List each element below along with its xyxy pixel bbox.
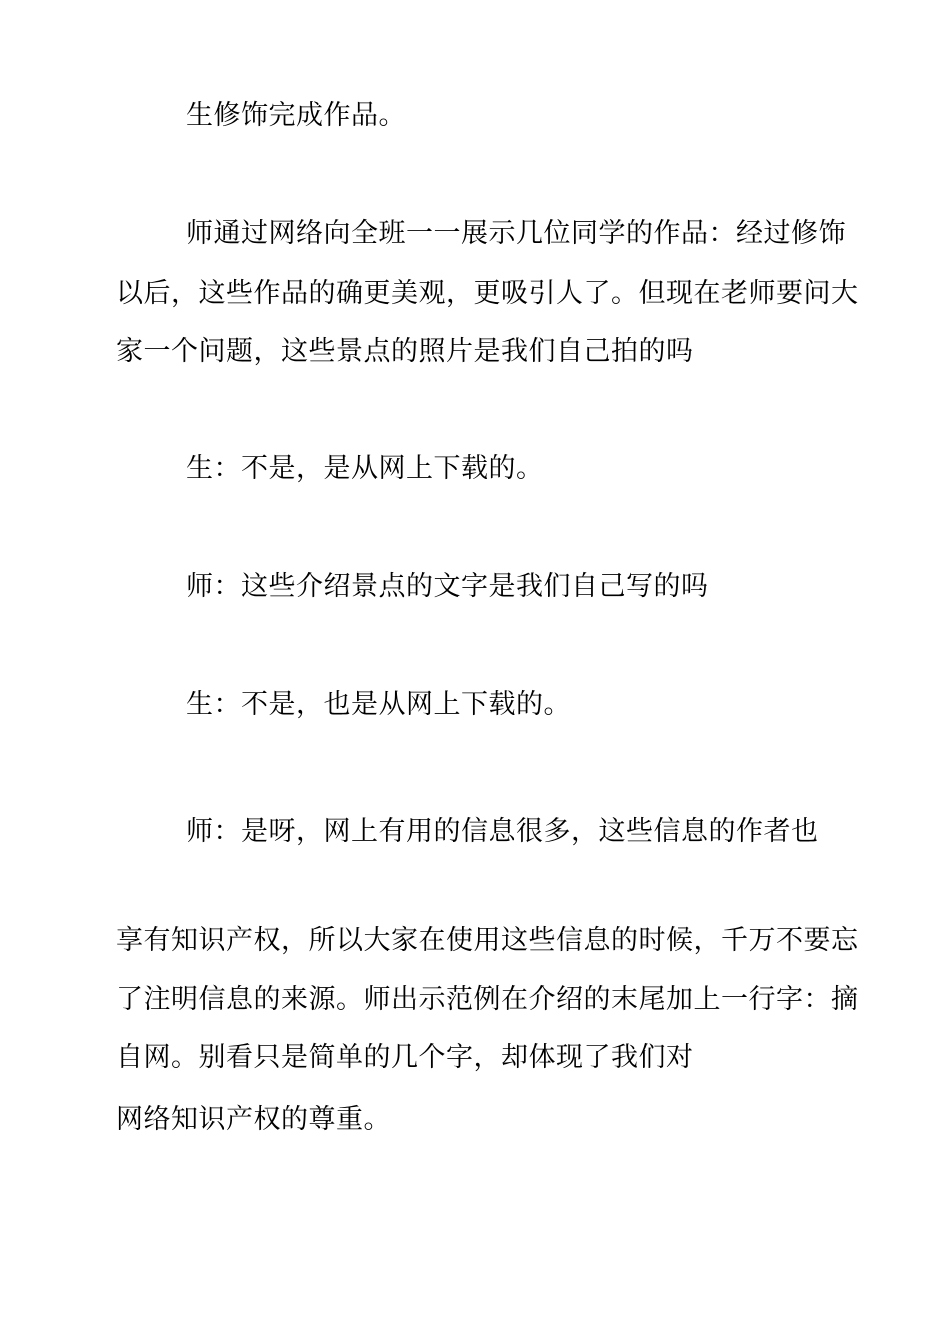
paragraph-line: 家一个问题，这些景点的照片是我们自己拍的吗 — [116, 336, 694, 367]
paragraph-line: 生修饰完成作品。 — [186, 100, 406, 131]
paragraph-line: 网络知识产权的尊重。 — [116, 1104, 391, 1135]
paragraph-line: 师：是呀，网上有用的信息很多，这些信息的作者也 — [186, 816, 819, 847]
paragraph-line: 了注明信息的来源。师出示范例在介绍的末尾加上一行字：摘 — [116, 984, 859, 1015]
paragraph-line: 以后，这些作品的确更美观，更吸引人了。但现在老师要问大 — [116, 278, 859, 309]
paragraph-line: 生：不是，是从网上下载的。 — [186, 453, 544, 484]
paragraph-line: 师通过网络向全班一一展示几位同学的作品：经过修饰 — [186, 218, 846, 249]
paragraph-line: 师：这些介绍景点的文字是我们自己写的吗 — [186, 571, 709, 602]
paragraph-line: 享有知识产权，所以大家在使用这些信息的时候，千万不要忘 — [116, 925, 859, 956]
paragraph-line: 生：不是，也是从网上下载的。 — [186, 689, 571, 720]
paragraph-line: 自网。别看只是简单的几个字，却体现了我们对 — [116, 1042, 694, 1073]
